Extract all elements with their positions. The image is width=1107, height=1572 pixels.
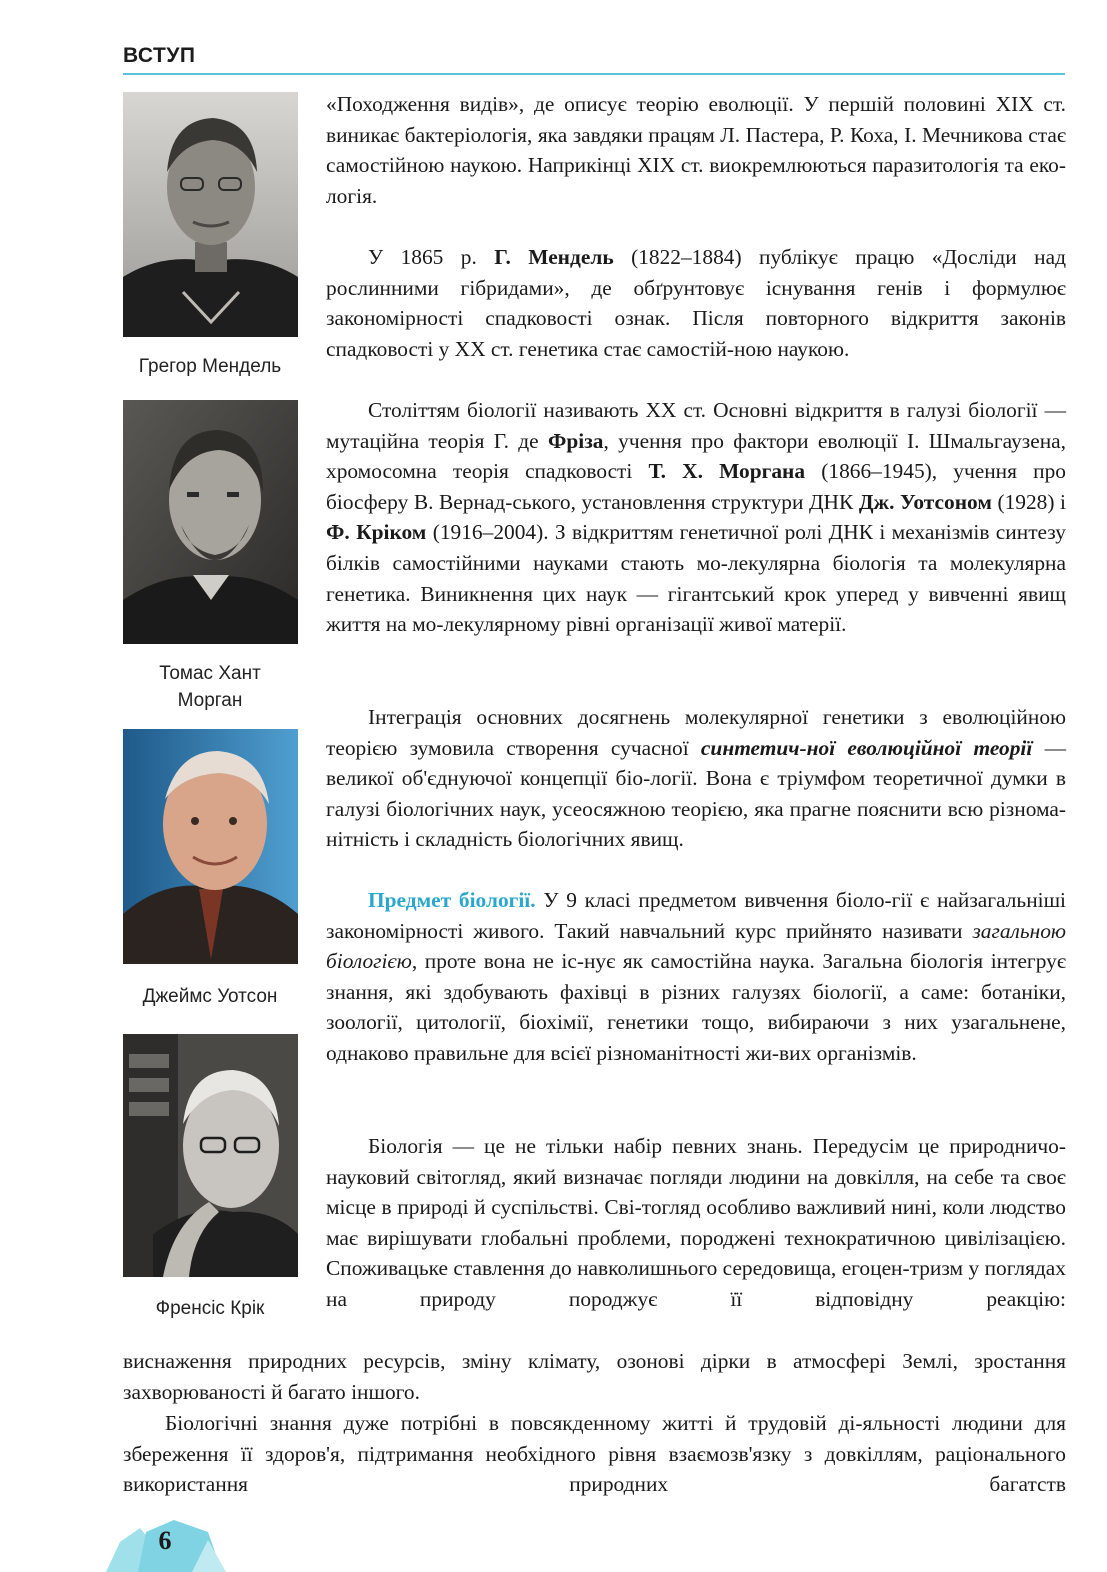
paragraph-6: Біологія — це не тільки набір певних знань. Передусім це природничо-науковий світогляд, який визначає погляди людини на довкілля, на себе та своє місце в природі й суспільстві. Сві-тогляд особливо важливий нині, коли людство має вирішувати глобальні проблеми, породжені технократичною цивілізацією. Споживацьке ставлення до навколишнього середовища, егоцен-тризм у поглядах на природу породжує її відповідну реакцію: [326,1134,1066,1311]
p5-text-d: , проте вона не іс-нує як самостійна наука. Загальна біологія інтегрує знання, які здобувають фахівці в різних галузях біології, а саме: ботаніки, зоології, цитології, біохімії, генетики тощо, вибираючи з них узагальнене, однаково правильне для всієї різноманітності жи-вих організмів. [326,949,1066,1065]
p5-text-b: У 9 класі предметом вивчення біоло-гії є найзагальніші закономірності живого. Такий навчальний курс прийнято називати [326,888,1066,943]
p3-text-g: (1928) і [991,489,1066,514]
p5-general-biology: загальною біологією [326,918,1066,974]
section-header: ВСТУП [123,44,196,67]
p3-morgan: Т. Х. Моргана [648,459,806,484]
p3-text-e: (1866–1945), учення про біосферу В. Вернад-ського, установлення структури ДНК [326,459,1066,514]
paragraph-7: Біологічні знання дуже потрібні в повсякденному житті й трудовій ді-яльності людини для збереження її здоров'я, підтримання необхідного рівня взаємозв'язку з довкіллям, раціонального використання природних багатств [123,1411,1066,1497]
caption-morgan [110,660,310,714]
p3-crick: Ф. Кріком [326,520,427,545]
p3-friz: Фріза [547,428,604,453]
paragraph-3 [326,395,1066,640]
p4-text-a: Інтеграція основних досягнень молекулярної генетики з еволюційною теорією зумовила створення сучасної [326,705,1066,760]
paragraph-1: «Походження видів», де описує теорію еволюції. У першій половині XIX ст. виникає бактеріологія, яка завдяки працям Л. Пастера, Р. Коха, І. Мечникова стає самостійною наукою. Наприкінці XIX ст. виокремлюються паразитологія та еко-логія. [326,92,1066,208]
paragraph-6-continued: виснаження природних ресурсів, зміну клімату, озонові дірки в атмосфері Землі, зростання захворюваності й багато іншого. [123,1349,1066,1404]
paragraph-5 [326,885,1066,1069]
p2-text-c: (1822–1884) публікує працю «Досліди над рослинними гібридами», де обґрунтовує існування генів і формулює закономірності спадковості ознак. Після повторного відкриття законів спадковості у XX ст. генетика стає самостій-ною наукою. [326,245,1066,361]
p4-text-c: — великої об'єднуючої концепції біо-логії. Вона є тріумфом теоретичної думки в галузі біологічних наук, усеосяжною теорією, яка прагне пояснити всю різнома-нітність і складність біологічних явищ. [326,735,1066,852]
subject-heading: Предмет біології. [368,888,536,912]
caption-morgan-line1: Томас Хант [159,663,261,684]
portrait-mendel [123,92,298,337]
p3-text-i: (1916–2004). З відкриттям генетичної ролі ДНК і механізмів синтезу білків самостійними науками стають мо-лекулярна біологія та молекулярна генетика. Виникнення цих наук — гігантський крок уперед у вивченні явищ життя на мо-лекулярному рівні організації живої матерії. [326,520,1066,637]
caption-crick: Френсіс Крік [155,1298,265,1319]
p2-mendel: Г. Мендель [494,245,614,269]
caption-watson: Джеймс Уотсон [142,986,278,1007]
portrait-crick [123,1034,298,1277]
p3-text-a: Століттям біології називають XX ст. Основні відкриття в галузі біології — мутаційна теорія Г. де [326,398,1066,453]
p4-synthetic-theory: синтетич-ної еволюційної теорії [700,735,1033,760]
p3-watson: Дж. Уотсоном [858,489,992,514]
page-number: 6 [158,1526,172,1555]
header-rule [123,73,1065,75]
paragraph-2 [326,242,1066,364]
paragraph-4 [326,702,1066,855]
caption-morgan-line2: Морган [177,690,243,711]
portrait-morgan [123,400,298,644]
portrait-watson [123,729,298,964]
p3-text-c: , учення про фактори еволюції І. Шмальгаузена, хромосомна теорія спадковості [326,428,1066,484]
p2-text-a: У 1865 р. [368,245,495,269]
caption-mendel: Грегор Мендель [138,356,282,377]
